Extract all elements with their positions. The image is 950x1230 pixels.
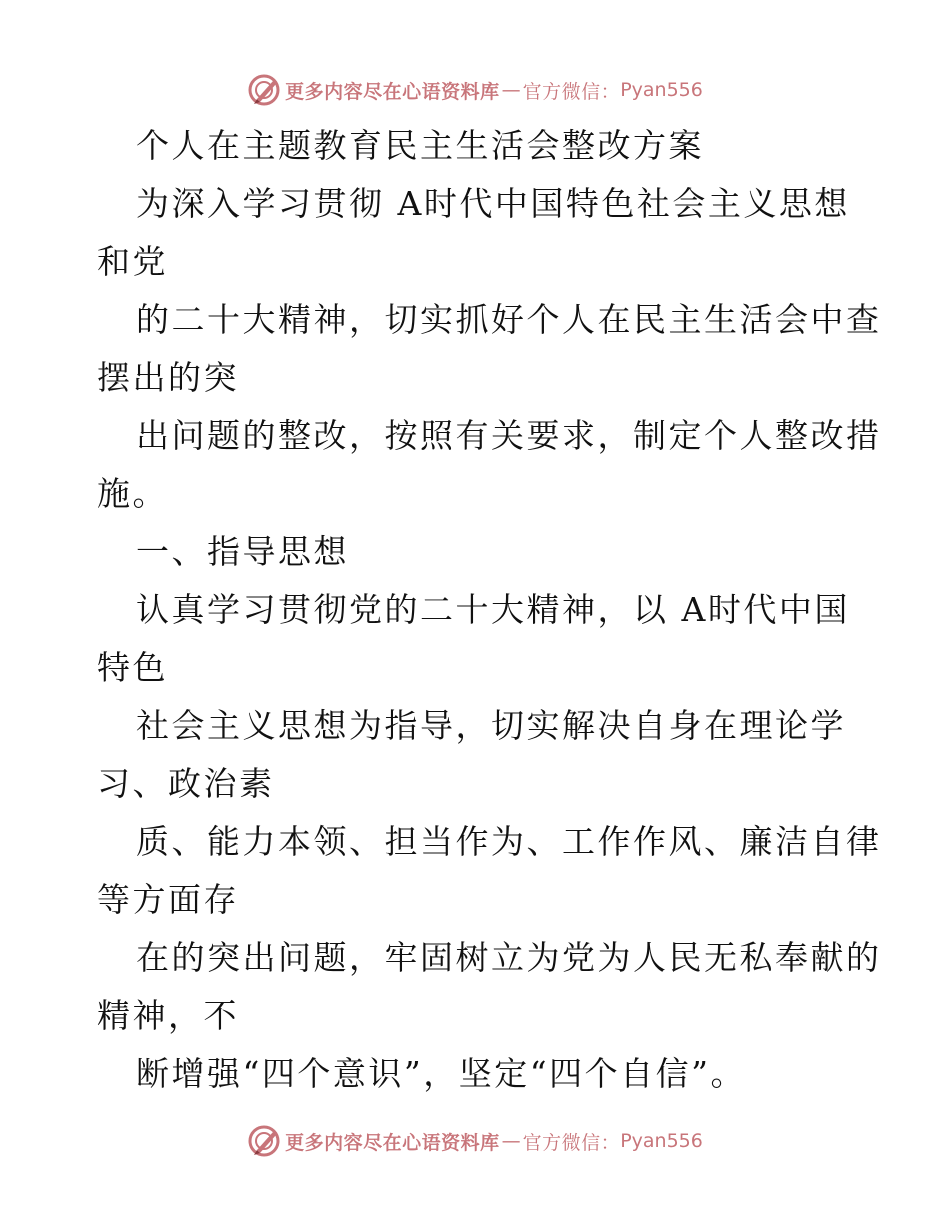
paragraph-line: 出问题的整改，按照有关要求，制定个人整改措 [136, 416, 882, 455]
watermark-separator: — [501, 79, 521, 101]
paragraph-line: 在的突出问题，牢固树立为党为人民无私奉献的 [136, 938, 882, 977]
watermark-banner-top [0, 70, 950, 110]
paragraph-line: 等方面存 [97, 880, 239, 919]
paragraph-line: 为深入学习贯彻 A时代中国特色社会主义思想 [136, 184, 850, 223]
paragraph-line: 社会主义思想为指导，切实解决自身在理论学 [136, 706, 846, 745]
document-title: 个人在主题教育民主生活会整改方案 [136, 126, 704, 165]
paragraph-line: 摆出的突 [97, 358, 239, 397]
pen-logo-icon [247, 73, 281, 107]
paragraph-line: 习、政治素 [97, 764, 275, 803]
pen-logo-icon [247, 1124, 281, 1158]
paragraph-line: 认真学习贯彻党的二十大精神，以 A时代中国 [136, 590, 850, 629]
paragraph-line: 精神，不 [97, 996, 239, 1035]
watermark-site-text: 更多内容尽在心语资料库 [285, 80, 500, 103]
watermark-site-text: 更多内容尽在心语资料库 [285, 1131, 500, 1154]
watermark-wechat-label: 官方微信： [522, 1131, 621, 1154]
watermark-banner-bottom [0, 1121, 950, 1161]
paragraph-line: 质、能力本领、担当作为、工作作风、廉洁自律 [136, 822, 882, 861]
paragraph-line: 和党 [97, 242, 168, 281]
paragraph-line: 施。 [97, 474, 168, 513]
watermark-wechat-id: Pyan556 [620, 79, 703, 101]
watermark-wechat-id: Pyan556 [620, 1130, 703, 1152]
paragraph-line: 断增强“四个意识”，坚定“四个自信”。 [136, 1054, 746, 1093]
watermark-separator: — [501, 1130, 521, 1152]
paragraph-line: 特色 [97, 648, 168, 687]
section-heading: 一、指导思想 [136, 532, 349, 571]
paragraph-line: 的二十大精神，切实抓好个人在民主生活会中查 [136, 300, 882, 339]
watermark-wechat-label: 官方微信： [522, 80, 621, 103]
